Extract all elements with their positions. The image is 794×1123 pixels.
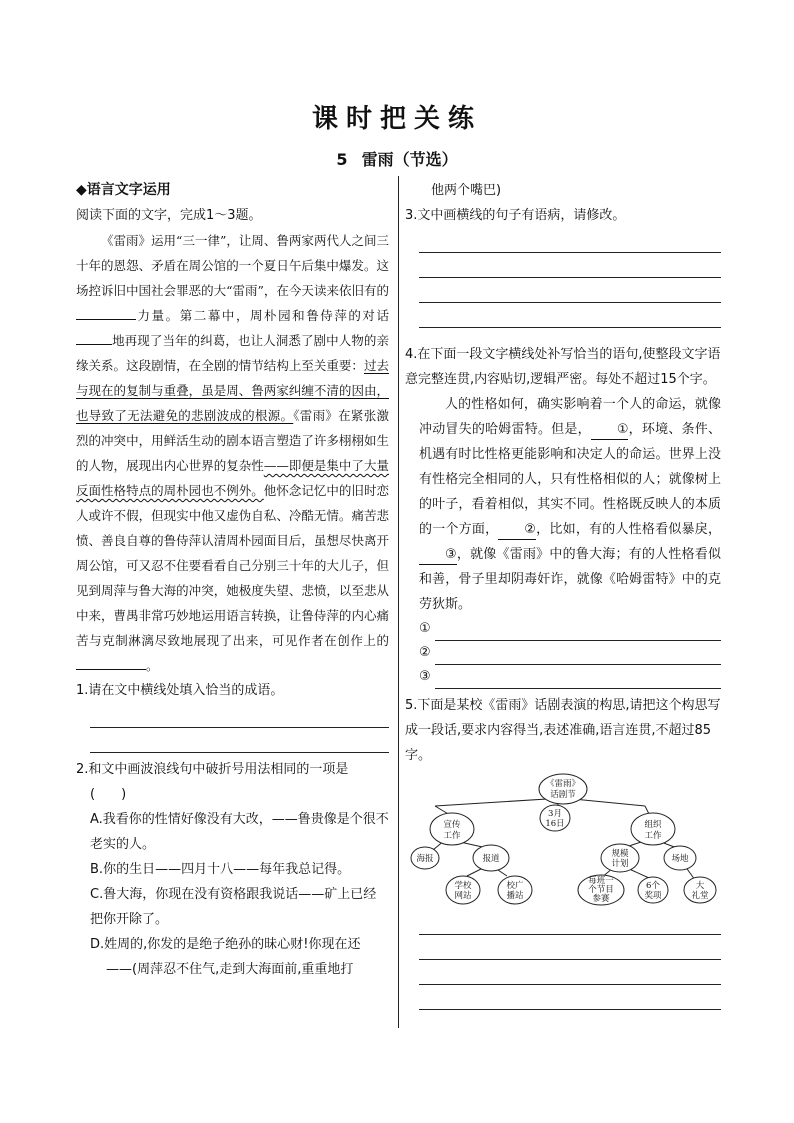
page-title: 课时把关练	[311, 104, 482, 134]
q2-option-d-continued: 他两个嘴巴)	[431, 183, 502, 198]
question-4	[405, 342, 721, 392]
q5-text: 下面是某校《雷雨》话剧表演的构思,请把这个构思写成一段话,要求内容得当,表述准确,语言连贯,不超过85字。	[405, 698, 721, 763]
q4-text-c: ，比如，有的人性格看似暴戾，	[535, 522, 721, 537]
question-2	[76, 757, 389, 782]
label-website-2: 网站	[454, 891, 472, 901]
option-text: 姓周的,你发的是绝子绝孙的昧心财!你现在还	[104, 937, 361, 952]
label-scale-2: 计划	[611, 859, 629, 869]
concept-diagram	[405, 772, 721, 906]
label-awards-1: 6个	[646, 881, 660, 891]
answer-line[interactable]	[419, 303, 721, 328]
underlined-sentence: 过去与现在的复制与重叠，虽是周、鲁两家纠缠不清的因由，也导致了无法避免的悲剧波成的根源。	[76, 358, 389, 423]
section-heading: ◆语言文字运用	[76, 182, 171, 198]
question-1	[76, 678, 389, 703]
answer-line[interactable]	[419, 985, 721, 1010]
right-column	[405, 178, 721, 1010]
label-scale-1: 规模	[611, 849, 629, 859]
option-text-cont: ——(周萍忍不住气,走到大海面前,重重地打	[106, 962, 354, 977]
q2-paren[interactable]: ( )	[90, 787, 127, 802]
q3-number: 3.	[405, 208, 418, 223]
passage-text-4: 《雷雨》在紧张激烈的冲突中，用鲜活生动的剧本语言塑造了许多栩栩如生的人物，展现出内心世界的复杂性	[76, 408, 389, 473]
option-a[interactable]	[76, 807, 389, 857]
q5-number: 5.	[405, 698, 418, 713]
q4-blank-3[interactable]: ③	[419, 546, 457, 565]
label-publicity-2: 工作	[443, 831, 461, 841]
answer-label: ①	[419, 621, 431, 636]
label-venue: 场地	[671, 854, 689, 864]
q4-text-b: ，环境、条件、机遇有时比性格更能影响和决定人的命运。世界上没有性格完全相同的人，只有性格相似的人；就像树上的叶子，看着相似，其实不同。性格既反映人的本质的一个方面，	[419, 422, 721, 537]
q4-text: 在下面一段文字横线处补写恰当的语句,使整段文字语意完整连贯,内容贴切,逻辑严密。每处不超过15个字。	[405, 347, 721, 387]
answer-line[interactable]	[419, 253, 721, 278]
question-5	[405, 693, 721, 768]
q1-text: 请在文中横线处填入恰当的成语。	[88, 683, 284, 698]
label-website-1: 学校	[454, 881, 472, 891]
label-organize-1: 组织	[644, 820, 662, 830]
lesson-number: 5	[336, 150, 348, 169]
option-label: A.	[90, 812, 103, 827]
label-date-1: 3月	[548, 809, 562, 819]
q4-blank-1[interactable]: ①	[591, 421, 629, 440]
label-radio-2: 播站	[506, 891, 524, 901]
answer-line-2[interactable]	[419, 641, 721, 665]
passage-text-5: 他怀念记忆中的旧时恋人或许不假，但现实中他又虚伪自私、冷酷无情。痛苦悲愤、善良自尊的鲁侍萍认清周朴园面目后，虽想尽快离开周公馆，可又忍不住要看看自己分别三十年的大儿子，但见到周萍与鲁大海的冲突，她极度失望、悲愤，以至悲从中来，曹禺非常巧妙地运用语言转换，让鲁侍萍的内心痛苦与克制淋漓尽致地展现了出来，可见作者在创作上的	[76, 483, 389, 648]
answer-line[interactable]	[419, 935, 721, 960]
answer-line[interactable]	[419, 960, 721, 985]
label-class-show-2: 个节目	[588, 885, 614, 895]
label-hall-2: 礼堂	[691, 891, 709, 901]
option-label: C.	[90, 887, 104, 902]
label-date-2: 16日	[545, 819, 565, 829]
label-class-show-3: 参赛	[592, 894, 610, 904]
q4-number: 4.	[405, 347, 418, 362]
wavy-underlined-sentence: ——即便是集中了大量反面性格特点的周朴园也不例外。	[76, 458, 389, 498]
answer-line[interactable]	[419, 228, 721, 253]
q4-paragraph	[405, 392, 721, 617]
label-root-2: 话剧节	[550, 790, 576, 800]
label-class-show-1: 每班一	[588, 876, 614, 886]
answer-line[interactable]	[90, 728, 389, 753]
label-root-1: 《雷雨》	[545, 779, 581, 789]
label-hall-1: 大	[695, 881, 705, 891]
lesson-name: 雷雨（节选）	[361, 150, 458, 169]
answer-line[interactable]	[90, 703, 389, 728]
blank-2[interactable]	[76, 330, 112, 345]
column-divider	[398, 176, 399, 1028]
q4-text-a: 人的性格如何，确实影响着一个人的命运，就像冲动冒失的哈姆雷特。但是，	[419, 397, 721, 437]
answer-label: ②	[419, 645, 431, 660]
label-publicity-1: 宣传	[443, 820, 461, 830]
instructions: 阅读下面的文字，完成1～3题。	[76, 208, 262, 223]
passage-end: 。	[146, 658, 159, 673]
passage-text-1: 《雷雨》运用“三一律”，让周、鲁两家两代人之间三十年的恩怨、矛盾在周公馆的一个夏日午后集中爆发。这场控诉旧中国社会罪恶的大“雷雨”，在今天读来依旧有的	[76, 233, 389, 298]
answer-label: ③	[419, 669, 431, 684]
label-radio-1: 校广	[506, 881, 524, 891]
option-label: B.	[90, 862, 104, 877]
label-awards-2: 奖项	[644, 891, 662, 901]
label-report: 报道	[482, 854, 500, 864]
option-text: 你的生日——四月十八——每年我总记得。	[103, 862, 351, 877]
q2-text: 和文中画波浪线句中破折号用法相同的一项是	[88, 762, 349, 777]
question-3	[405, 203, 721, 228]
lesson-title	[0, 147, 794, 170]
blank-1[interactable]	[76, 305, 136, 320]
q1-number: 1.	[76, 683, 89, 698]
blank-3[interactable]	[76, 655, 146, 670]
passage-text-2: 力量。第二幕中，周朴园和鲁侍萍的对话	[136, 308, 389, 323]
passage-text-3: 地再现了当年的纠葛，也让人洞悉了剧中人物的亲缘关系。这段剧情，在全剧的情节结构上至关重要：	[76, 333, 389, 373]
option-d[interactable]	[76, 932, 389, 982]
left-column	[76, 178, 389, 982]
answer-line-1[interactable]	[419, 617, 721, 641]
option-b[interactable]	[76, 857, 389, 882]
option-label: D.	[90, 937, 105, 952]
option-c[interactable]	[76, 882, 389, 932]
option-text: 我看你的性情好像没有大改，——鲁贵像是个很不老实的人。	[90, 812, 389, 852]
q2-number: 2.	[76, 762, 89, 777]
answer-line[interactable]	[419, 910, 721, 935]
answer-line-3[interactable]	[419, 665, 721, 689]
q4-blank-2[interactable]: ②	[498, 521, 536, 540]
answer-line[interactable]	[419, 278, 721, 303]
q3-text: 文中画横线的句子有语病，请修改。	[417, 208, 626, 223]
label-organize-2: 工作	[644, 831, 662, 841]
label-poster: 海报	[416, 854, 434, 864]
option-text: 鲁大海，你现在没有资格跟我说话——矿上已经把你开除了。	[90, 887, 377, 927]
q4-text-d: ，就像《雷雨》中的鲁大海；有的人性格看似和善，骨子里却阴毒奸诈，就像《哈姆雷特》中的克劳狄斯。	[419, 547, 721, 612]
reading-passage	[76, 228, 389, 678]
